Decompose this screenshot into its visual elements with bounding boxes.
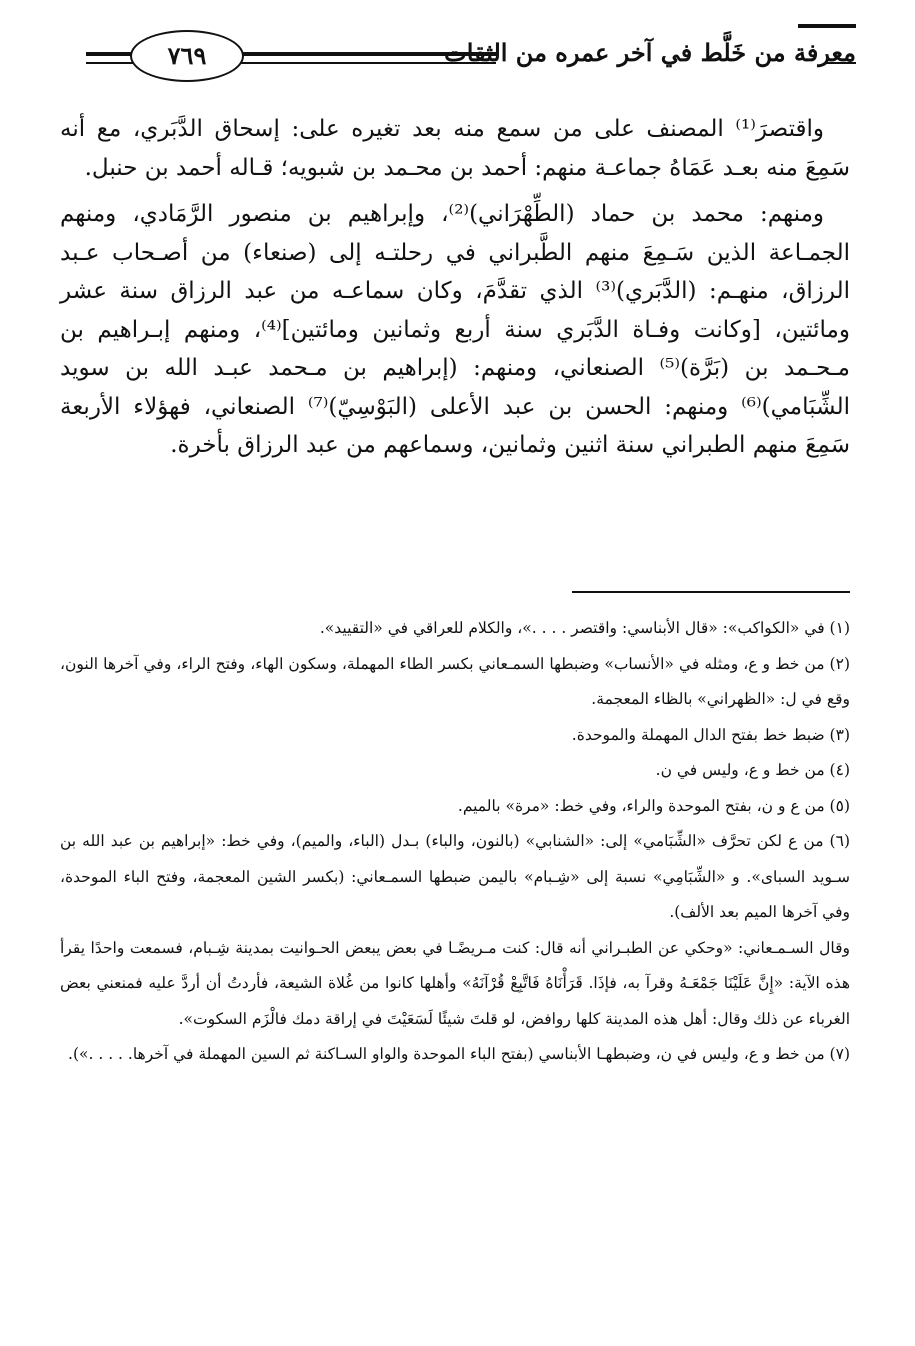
page-header <box>86 26 856 86</box>
footnotes <box>60 611 850 1073</box>
footnote-4: (٤) من خط و ع، وليس في ن. <box>655 761 850 779</box>
main-text <box>60 110 850 465</box>
header-rule-right-top <box>798 24 856 28</box>
footnote-2: (٢) من خط و ع، ومثله في «الأنساب» وضبطها السمـعاني بكسر الطاء المهملة، وسكون الهاء، وفتح الراء، وفي آخرها النون، وقع في ل: «الظهراني» بالظاء المعجمة. <box>60 654 850 708</box>
paragraph: ومنهم: محمد بن حماد (الطِّهْرَاني)⁽²⁾، وإبراهيم بن منصور الرَّمَادي، ومنهم الجمـاعة الذين سَـمِعَ منهم الطَّبراني في رحلتـه إلى (صنعاء) من أصـحاب عـبد الرزاق، منهـم: (الدَّبَري)⁽³⁾ الذي تقدَّمَ، وكان سماعـه من عبد الرزاق سنة عشر ومائتين، [وكانت وفـاة الدَّبَري سنة أربع وثمانين ومائتين]⁽⁴⁾، ومنهم إبـراهيم بن مـحـمد بن (بَرَّة)⁽⁵⁾ الصنعاني، ومنهم: (إبراهيم بن مـحمد عبـد الله بن سويد الشِّبَامي)⁽⁶⁾ ومنهم: الحسن بن عبد الأعلى (البَوْسِيّ)⁽⁷⁾ الصنعاني، فهؤلاء الأربعة سَمِعَ منهم الطبراني سنة اثنين وثمانين، وسماعهم من عبد الرزاق بأخرة. <box>60 201 850 458</box>
running-title: معرفة من خَلَّط في آخر عمره من الثقات <box>444 38 856 67</box>
page-number: ٧٦٩ <box>130 30 244 82</box>
paragraph: واقتصرَ⁽¹⁾ المصنف على من سمع منه بعد تغيره على: إسحاق الدَّبَري، مع أنه سَمِعَ منه بعـد عَمَاهُ جماعـة منهم: أحمد بن محـمد بن شبويه؛ قـاله أحمد بن حنبل. <box>60 116 850 181</box>
footnote-5: (٥) من ع و ن، بفتح الموحدة والراء، وفي خط: «مرة» بالميم. <box>457 796 850 815</box>
footnote-7: (٧) من خط و ع، وليس في ن، وضبطهـا الأبناسي (بفتح الباء الموحدة والواو السـاكنة ثم السين المهملة في آخرها. . . . .»). <box>68 1045 850 1063</box>
footnote-separator <box>572 591 850 593</box>
footnote-6-continuation: وقال السـمـعاني: «وحكي عن الطبـراني أنه قال: كنت مـريضًـا في بعض يبعض الحـوانيت بمدينة شِـبام، فسمعت واحدًا يقرأ هذه الآية: «إِنَّ عَلَيْنَا جَمْعَـهُ وقرآ به، فإذَا. قَرَأْنَاهُ فَاتَّبِعْ قُرْآنَهُ» وأهلها كانوا من غُلاة الشيعة، فأردتُ أن أردَّ عليه فمنعني بعض الغرباء عن ذلك وقال: أهل هذه المدينة كلها روافض، لو قلتَ شيئًا لَسَعَيْتَ في إراقة دمك فالْزَم السكوت». <box>60 938 850 1028</box>
footnote-1: (١) في «الكواكب»: «قال الأبناسي: واقتصر . . . .»، والكلام للعراقي في «التقييد». <box>319 619 850 637</box>
footnote-6: (٦) من ع لكن تحرَّف «الشِّبَامي» إلى: «الشنابي» (بالنون، والباء) بـدل (الباء، والميم)، وفي خط: «إبراهيم بن عبد الله بن سـويد السباى». و «الشِّبَامِي» نسبة إلى «شِـبام» باليمن ضبطها السمـعاني: (بكسر الشين المعجمة، وفتح الباء الموحدة، وفي آخرها الميم بعد الألف). <box>60 832 850 921</box>
footnote-3: (٣) ضبط خط بفتح الدال المهملة والموحدة. <box>571 725 850 744</box>
